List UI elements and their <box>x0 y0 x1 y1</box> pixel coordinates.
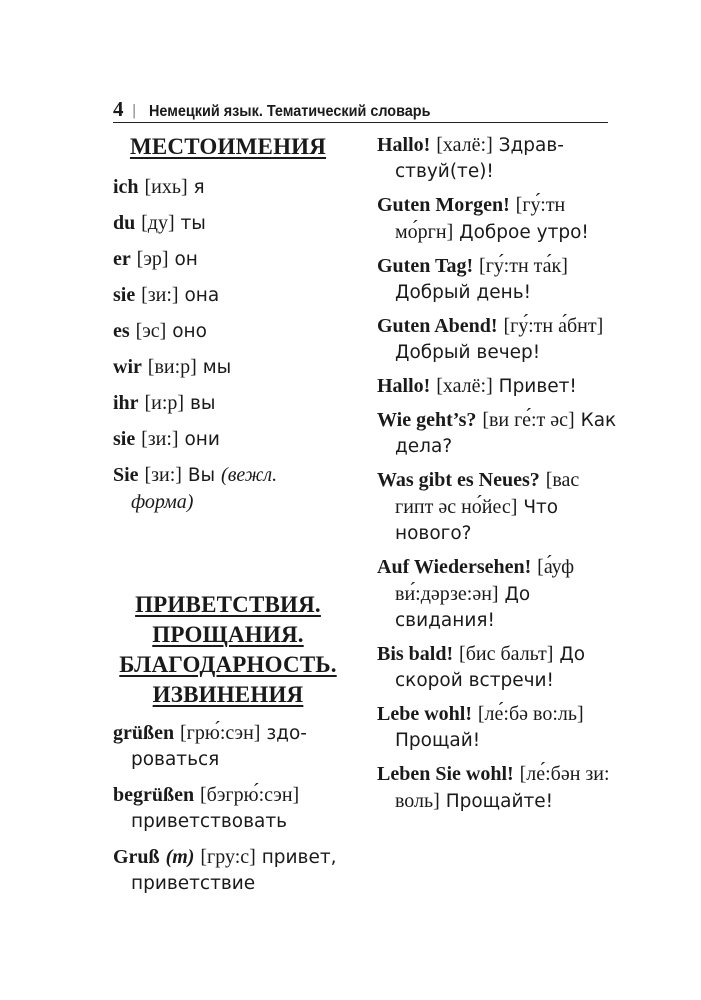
phrase-entry <box>377 313 617 366</box>
entry-transcription: [и:р] <box>144 392 185 414</box>
pronoun-entry <box>113 354 343 381</box>
entry-meaning: Привет! <box>498 376 577 397</box>
entry-word: wir <box>113 356 142 378</box>
section-title-line: БЛАГОДАРНОСТЬ. <box>119 652 337 677</box>
left-column <box>113 132 343 906</box>
entry-meaning: Добрый день! <box>395 282 532 303</box>
entry-word: Sie <box>113 464 139 486</box>
entry-meaning: Прощай! <box>395 730 481 751</box>
vocab-entry <box>113 782 343 835</box>
entry-meaning: я <box>193 177 205 198</box>
entry-meaning: Доброе утро! <box>459 222 589 243</box>
entry-transcription: [а́уф ви́:дәрзе:ән] <box>395 556 575 605</box>
phrase-entry <box>377 373 617 400</box>
pronoun-entry <box>113 462 343 516</box>
pronoun-entry <box>113 246 343 273</box>
phrase-entry <box>377 253 617 306</box>
entry-transcription: [ду] <box>141 212 175 234</box>
entry-transcription: [ле́:бә во:ль] <box>477 703 584 725</box>
entry-transcription: [халё:] <box>436 375 493 397</box>
running-head <box>113 96 608 123</box>
right-column <box>377 132 617 822</box>
entry-word: er <box>113 248 131 270</box>
entry-meaning: ты <box>180 213 206 234</box>
phrase-entry <box>377 467 617 547</box>
entry-word: begrüßen <box>113 784 195 806</box>
entry-word: sie <box>113 428 136 450</box>
phrase-entry <box>377 641 617 694</box>
phrase-entry <box>377 701 617 754</box>
entry-transcription: [ле́:бән зи: воль] <box>395 763 610 812</box>
pronoun-entry <box>113 282 343 309</box>
section-title-pronouns: МЕСТОИМЕНИЯ <box>129 134 327 159</box>
phrase-entry <box>377 554 617 634</box>
entry-transcription: [зи:] <box>141 428 179 450</box>
entry-note: (вежл. форма) <box>131 464 278 513</box>
entry-meaning: Добрый вечер! <box>395 342 541 363</box>
entry-transcription: [гу́:тн мо́ргн] <box>395 194 566 243</box>
entry-transcription: [вас гипт әс но́йес] <box>395 469 580 518</box>
pronoun-entry <box>113 426 343 453</box>
entry-word: Gruß <box>113 846 160 868</box>
entry-phrase: Hallo! <box>377 375 431 397</box>
entry-word: du <box>113 212 136 234</box>
entry-transcription: [гу́:тн а́бнт] <box>503 315 604 337</box>
section-title-greetings <box>113 590 343 710</box>
entry-transcription: [халё:] <box>436 134 493 156</box>
pronoun-entry <box>113 318 343 345</box>
entry-transcription: [ихь] <box>144 176 188 198</box>
entry-transcription: [зи:] <box>144 464 182 486</box>
entry-meaning: вы <box>189 393 216 414</box>
entry-transcription: [ви ге́:т әс] <box>482 409 575 431</box>
entry-meaning: До скорой встречи! <box>395 644 586 691</box>
entry-transcription: [зи:] <box>141 284 179 306</box>
phrase-entry <box>377 407 617 460</box>
section-title-line: ПРОЩАНИЯ. <box>152 622 304 647</box>
entry-phrase: Wie geht’s? <box>377 409 477 431</box>
phrase-entry <box>377 132 617 185</box>
entry-transcription: [эс] <box>135 320 167 342</box>
header-separator: | <box>132 102 136 119</box>
entry-transcription: [эр] <box>136 248 169 270</box>
entry-transcription: [грю́:сэн] <box>180 722 261 744</box>
entry-meaning: Вы <box>187 465 216 486</box>
entry-phrase: Auf Wiedersehen! <box>377 556 532 578</box>
section-title-line: ПРИВЕТСТВИЯ. <box>135 592 321 617</box>
entry-meaning: он <box>174 249 198 270</box>
book-title: Немецкий язык. Тематический словарь <box>148 103 431 120</box>
entry-word: ihr <box>113 392 139 414</box>
page-number: 4 <box>113 97 124 121</box>
entry-word: es <box>113 320 130 342</box>
vocab-entry <box>113 844 343 897</box>
pronoun-entry <box>113 390 343 417</box>
entry-word: ich <box>113 176 139 198</box>
entry-meaning: Здравствуй(те)! <box>395 135 564 182</box>
entry-gender: (m) <box>165 846 195 868</box>
entry-phrase: Hallo! <box>377 134 431 156</box>
section-title-line: ИЗВИНЕНИЯ <box>152 682 304 707</box>
entry-word: grüßen <box>113 722 175 744</box>
pronoun-entry <box>113 174 343 201</box>
pronoun-entry <box>113 210 343 237</box>
entry-transcription: [бис бальт] <box>459 643 554 665</box>
entry-meaning: она <box>184 285 220 306</box>
entry-meaning: приветствовать <box>131 811 288 832</box>
entry-phrase: Was gibt es Neues? <box>377 469 540 491</box>
vocab-entry <box>113 720 343 773</box>
entry-meaning: они <box>184 429 220 450</box>
entry-meaning: Как дела? <box>395 410 617 457</box>
entry-phrase: Bis bald! <box>377 643 454 665</box>
entry-transcription: [гу́:тн та́к] <box>479 255 568 277</box>
entry-meaning: До свидания! <box>395 584 531 631</box>
entry-phrase: Guten Abend! <box>377 315 498 337</box>
entry-transcription: [ви:р] <box>147 356 197 378</box>
entry-transcription: [гру:с] <box>200 846 256 868</box>
entry-phrase: Guten Tag! <box>377 255 474 277</box>
entry-phrase: Lebe wohl! <box>377 703 472 725</box>
entry-word: sie <box>113 284 136 306</box>
phrase-entry <box>377 192 617 246</box>
entry-meaning: Что нового? <box>395 497 559 544</box>
entry-phrase: Guten Morgen! <box>377 194 510 216</box>
entry-meaning: Прощайте! <box>445 791 554 812</box>
phrase-entry <box>377 761 617 815</box>
entry-meaning: оно <box>172 321 207 342</box>
entry-phrase: Leben Sie wohl! <box>377 763 514 785</box>
entry-meaning: мы <box>202 357 232 378</box>
entry-meaning: здороваться <box>131 723 307 770</box>
entry-transcription: [бэгрю́:сэн] <box>200 784 300 806</box>
entry-meaning: привет, приветствие <box>131 847 337 894</box>
